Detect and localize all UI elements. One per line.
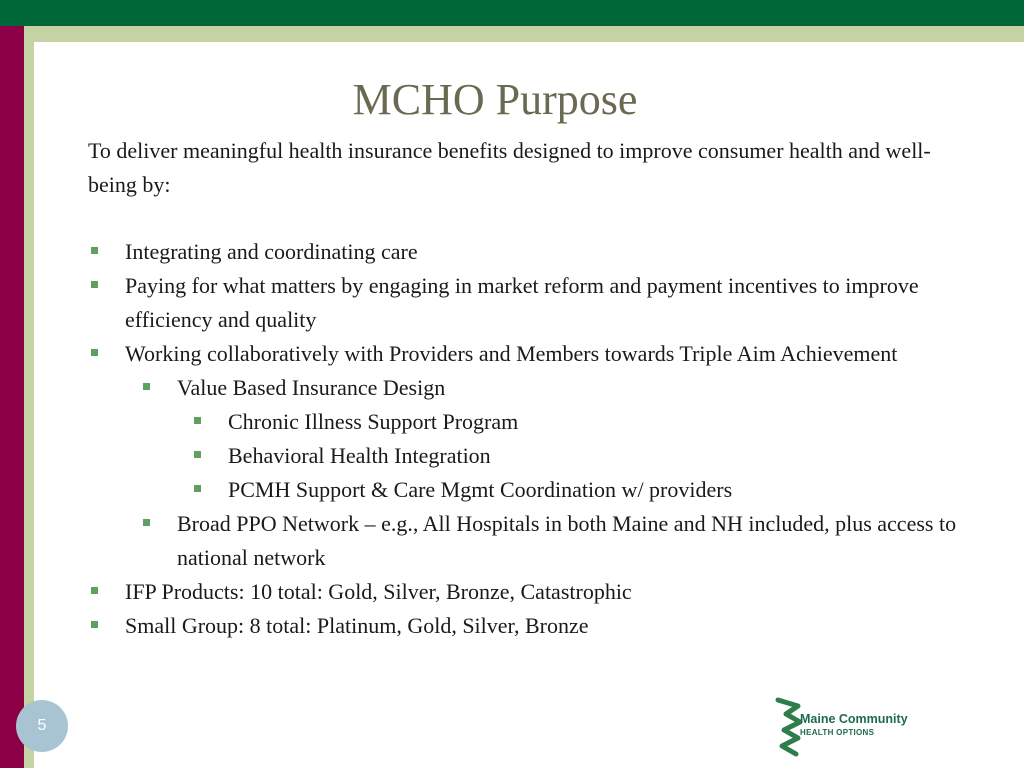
bullet-text: Integrating and coordinating care bbox=[125, 239, 418, 264]
slide-title: MCHO Purpose bbox=[352, 75, 638, 124]
square-bullet-icon bbox=[91, 247, 98, 254]
square-bullet-icon bbox=[91, 281, 98, 288]
left-maroon-band bbox=[0, 26, 24, 768]
top-green-band bbox=[0, 0, 1024, 26]
sub-bullet-item bbox=[88, 507, 988, 575]
bullet-text: PCMH Support & Care Mgmt Coordination w/ providers bbox=[228, 477, 733, 502]
sub-bullet-item bbox=[88, 371, 988, 405]
square-bullet-icon bbox=[91, 587, 98, 594]
logo-name: Maine Community bbox=[800, 712, 908, 726]
square-bullet-icon bbox=[194, 451, 201, 458]
bullet-text: IFP Products: 10 total: Gold, Silver, Bronze, Catastrophic bbox=[125, 579, 632, 604]
maine-community-logo-icon bbox=[766, 696, 916, 758]
bullet-text: Value Based Insurance Design bbox=[177, 375, 446, 400]
intro-text: To deliver meaningful health insurance benefits designed to improve consumer health and well-being by: bbox=[88, 138, 931, 197]
bullet-item bbox=[88, 235, 988, 269]
bullet-item bbox=[88, 337, 988, 371]
bullet-text: Broad PPO Network – e.g., All Hospitals in both Maine and NH included, plus access to national network bbox=[177, 511, 957, 570]
bullet-item bbox=[88, 575, 988, 609]
bullet-text: Chronic Illness Support Program bbox=[228, 409, 519, 434]
sub-sub-bullet-item bbox=[88, 473, 988, 507]
page-number-badge: 5 bbox=[16, 700, 68, 752]
bullet-text: Paying for what matters by engaging in market reform and payment incentives to improve efficiency and quality bbox=[125, 273, 919, 332]
bullet-text: Small Group: 8 total: Platinum, Gold, Silver, Bronze bbox=[125, 613, 589, 638]
square-bullet-icon bbox=[143, 383, 150, 390]
square-bullet-icon bbox=[194, 417, 201, 424]
sub-sub-bullet-item bbox=[88, 405, 988, 439]
bullet-list bbox=[88, 235, 988, 643]
square-bullet-icon bbox=[91, 621, 98, 628]
square-bullet-icon bbox=[143, 519, 150, 526]
bullet-item bbox=[88, 609, 988, 643]
bullet-item bbox=[88, 269, 988, 337]
left-light-band bbox=[24, 26, 34, 768]
top-light-band bbox=[0, 26, 1024, 42]
bullet-text: Behavioral Health Integration bbox=[228, 443, 491, 468]
logo-subtitle: HEALTH OPTIONS bbox=[800, 728, 875, 737]
bullet-text: Working collaboratively with Providers and Members towards Triple Aim Achievement bbox=[125, 341, 898, 366]
slide-content bbox=[34, 42, 1024, 768]
sub-sub-bullet-item bbox=[88, 439, 988, 473]
square-bullet-icon bbox=[91, 349, 98, 356]
square-bullet-icon bbox=[194, 485, 201, 492]
